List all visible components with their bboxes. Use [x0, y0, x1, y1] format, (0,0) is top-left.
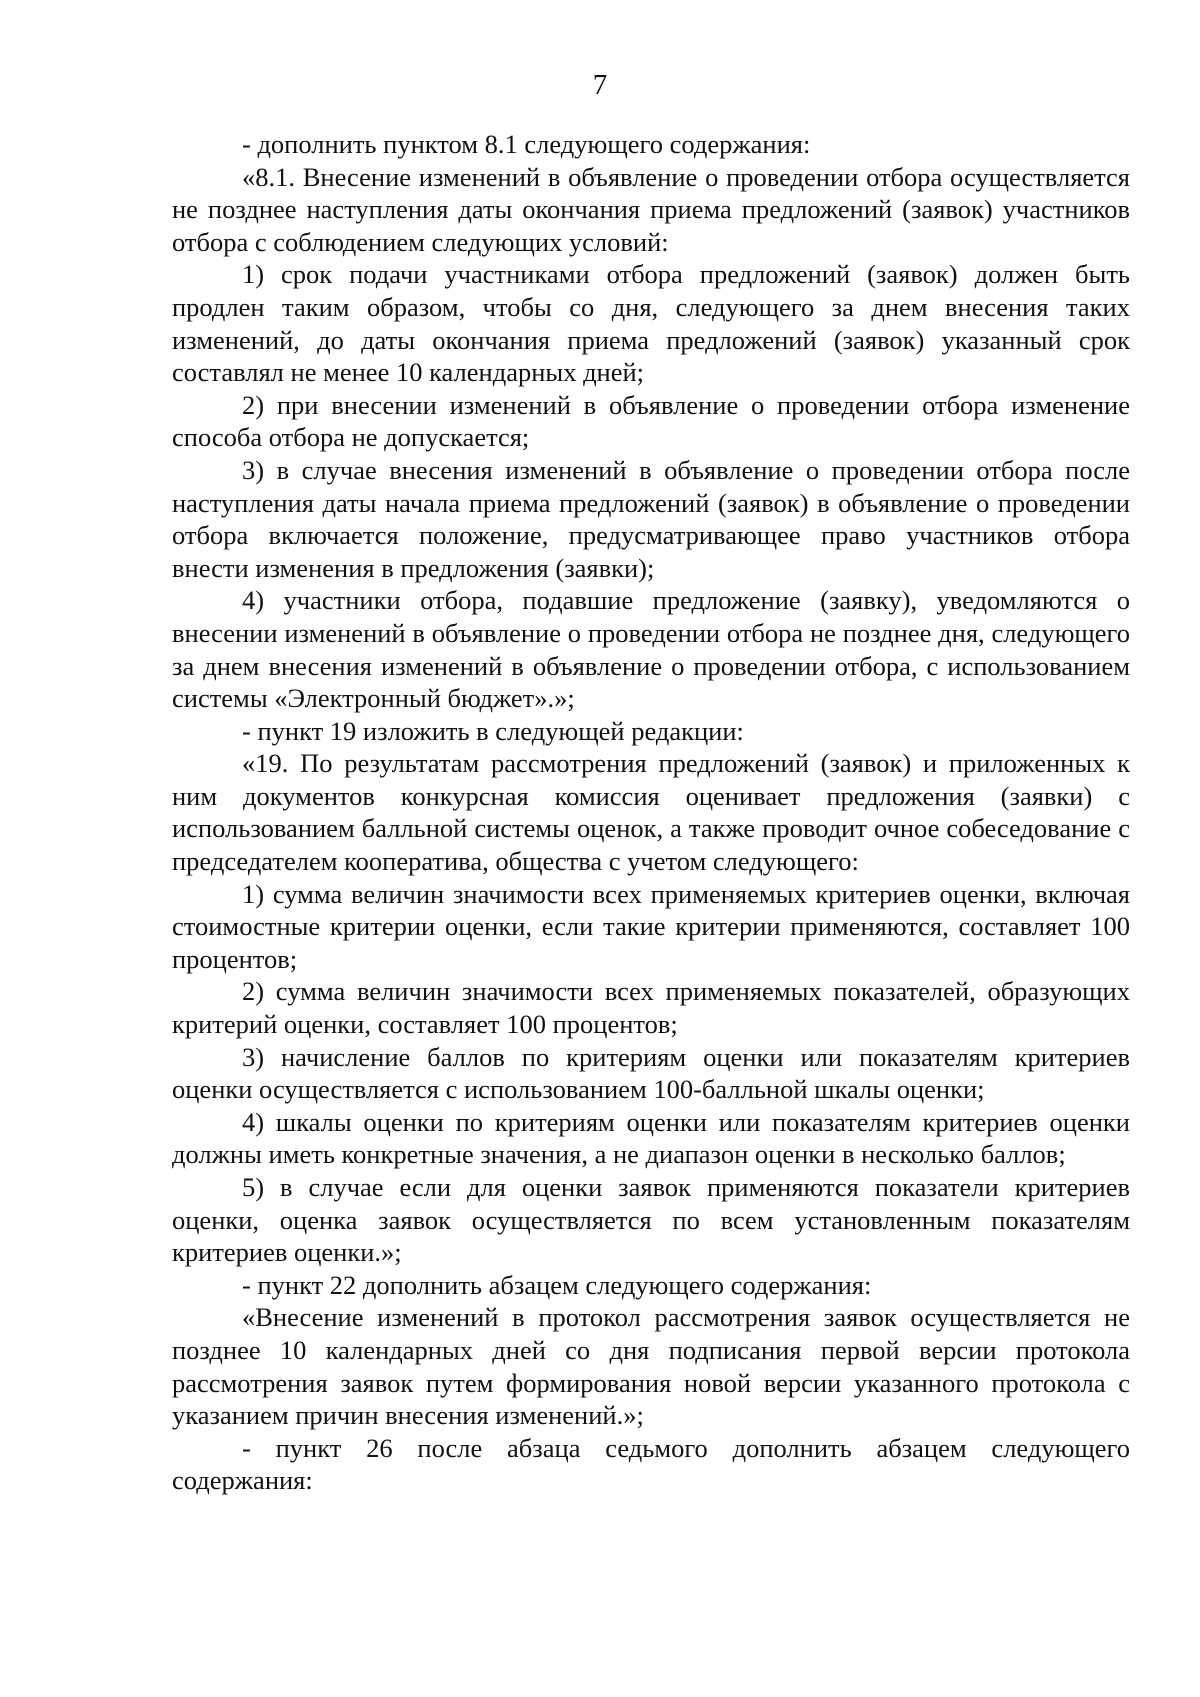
paragraph: 5) в случае если для оценки заявок применяются показатели критериев оценки, оценка заявок осуществляется по всем установленным показателям критериев оценки.»; [172, 1172, 1130, 1268]
paragraph: 3) в случае внесения изменений в объявление о проведении отбора после наступления даты начала приема предложений (заявок) в объявление о проведении отбора включается положение, предусматривающее право участников отбора внести изменения в предложения (заявки); [172, 454, 1130, 583]
document-body [172, 128, 1130, 1497]
paragraph: «19. По результатам рассмотрения предложений (заявок) и приложенных к ним документов конкурсная комиссия оценивает предложения (заявки) с использованием балльной системы оценок, а также проводит очное собеседование с председателем кооператива, общества с учетом следующего: [172, 748, 1130, 877]
paragraph: 3) начисление баллов по критериям оценки или показателям критериев оценки осуществляется с использованием 100-балльной шкалы оценки; [172, 1041, 1130, 1105]
paragraph: - пункт 19 изложить в следующей редакции: [242, 715, 744, 746]
paragraph: 2) сумма величин значимости всех применяемых показателей, образующих критерий оценки, составляет 100 процентов; [172, 976, 1130, 1040]
page-number: 7 [592, 69, 608, 101]
paragraph: - пункт 26 после абзаца седьмого дополнить абзацем следующего содержания: [172, 1432, 1130, 1496]
paragraph: - пункт 22 дополнить абзацем следующего содержания: [242, 1269, 872, 1300]
paragraph: 2) при внесении изменений в объявление о проведении отбора изменение способа отбора не допускается; [172, 389, 1130, 453]
paragraph: 4) участники отбора, подавшие предложение (заявку), уведомляются о внесении изменений в объявление о проведении отбора не позднее дня, следующего за днем внесения изменений в объявление о проведении отбора, с использованием системы «Электронный бюджет».»; [172, 585, 1130, 714]
paragraph: «8.1. Внесение изменений в объявление о проведении отбора осуществляется не позднее наступления даты окончания приема предложений (заявок) участников отбора с соблюдением следующих условий: [172, 161, 1130, 257]
paragraph: 4) шкалы оценки по критериям оценки или показателям критериев оценки должны иметь конкретные значения, а не диапазон оценки в несколько баллов; [172, 1106, 1130, 1170]
paragraph: «Внесение изменений в протокол рассмотрения заявок осуществляется не позднее 10 календарных дней со дня подписания первой версии протокола рассмотрения заявок путем формирования новой версии указанного протокола с указанием причин внесения изменений.»; [172, 1302, 1130, 1431]
paragraph: 1) сумма величин значимости всех применяемых критериев оценки, включая стоимостные критерии оценки, если такие критерии применяются, составляет 100 процентов; [172, 878, 1130, 974]
paragraph: 1) срок подачи участниками отбора предложений (заявок) должен быть продлен таким образом, чтобы со дня, следующего за днем внесения таких изменений, до даты окончания приема предложений (заявок) указанный срок составлял не менее 10 календарных дней; [172, 259, 1130, 388]
paragraph: - дополнить пунктом 8.1 следующего содержания: [242, 129, 811, 159]
